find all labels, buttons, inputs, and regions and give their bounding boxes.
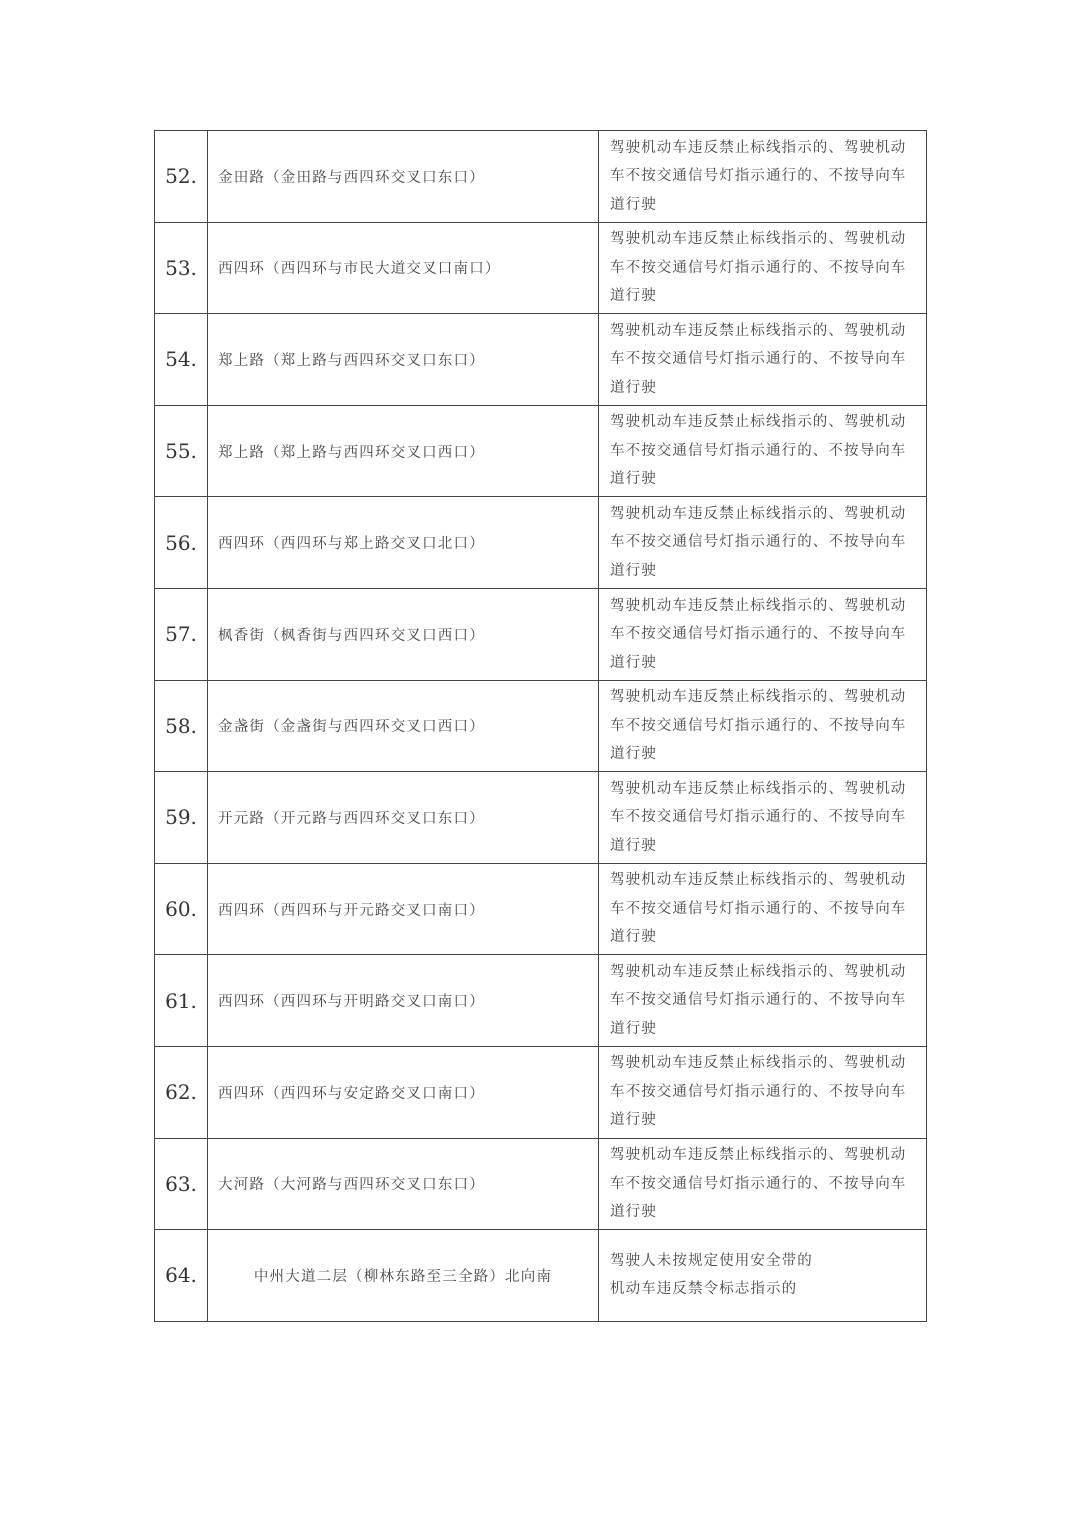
row-violation: 驾驶机动车违反禁止标线指示的、驾驶机动车不按交通信号灯指示通行的、不按导向车道行驶 <box>599 314 927 406</box>
row-number: 60. <box>155 863 208 955</box>
row-violation: 驾驶机动车违反禁止标线指示的、驾驶机动车不按交通信号灯指示通行的、不按导向车道行驶 <box>599 588 927 680</box>
table-row <box>155 497 927 589</box>
table-row <box>155 1046 927 1138</box>
row-violation: 驾驶机动车违反禁止标线指示的、驾驶机动车不按交通信号灯指示通行的、不按导向车道行驶 <box>599 131 927 223</box>
row-number: 52. <box>155 131 208 223</box>
row-location: 开元路（开元路与西四环交叉口东口） <box>208 772 599 864</box>
row-number: 56. <box>155 497 208 589</box>
table-body <box>155 131 927 1322</box>
table-row <box>155 1138 927 1230</box>
row-number: 55. <box>155 405 208 497</box>
row-violation: 驾驶机动车违反禁止标线指示的、驾驶机动车不按交通信号灯指示通行的、不按导向车道行驶 <box>599 955 927 1047</box>
row-number: 54. <box>155 314 208 406</box>
table-row <box>155 1230 927 1322</box>
row-location: 大河路（大河路与西四环交叉口东口） <box>208 1138 599 1230</box>
row-violation: 驾驶机动车违反禁止标线指示的、驾驶机动车不按交通信号灯指示通行的、不按导向车道行驶 <box>599 1046 927 1138</box>
row-violation: 驾驶机动车违反禁止标线指示的、驾驶机动车不按交通信号灯指示通行的、不按导向车道行驶 <box>599 497 927 589</box>
row-location: 郑上路（郑上路与西四环交叉口西口） <box>208 405 599 497</box>
violation-line: 机动车违反禁令标志指示的 <box>610 1281 798 1298</box>
table-row <box>155 222 927 314</box>
row-location: 郑上路（郑上路与西四环交叉口东口） <box>208 314 599 406</box>
row-number: 62. <box>155 1046 208 1138</box>
row-number: 64. <box>155 1230 208 1322</box>
table-row <box>155 314 927 406</box>
row-location: 西四环（西四环与市民大道交叉口南口） <box>208 222 599 314</box>
row-violation: 驾驶机动车违反禁止标线指示的、驾驶机动车不按交通信号灯指示通行的、不按导向车道行驶 <box>599 772 927 864</box>
row-location: 西四环（西四环与开明路交叉口南口） <box>208 955 599 1047</box>
row-location: 金盏街（金盏街与西四环交叉口西口） <box>208 680 599 772</box>
row-number: 57. <box>155 588 208 680</box>
table-row <box>155 405 927 497</box>
row-location: 枫香街（枫香街与西四环交叉口西口） <box>208 588 599 680</box>
table-row <box>155 131 927 223</box>
row-violation: 驾驶机动车违反禁止标线指示的、驾驶机动车不按交通信号灯指示通行的、不按导向车道行驶 <box>599 1138 927 1230</box>
table-row <box>155 680 927 772</box>
row-violation: 驾驶机动车违反禁止标线指示的、驾驶机动车不按交通信号灯指示通行的、不按导向车道行驶 <box>599 405 927 497</box>
violation-location-table <box>154 130 927 1322</box>
row-number: 61. <box>155 955 208 1047</box>
table-row <box>155 955 927 1047</box>
row-violation: 驾驶机动车违反禁止标线指示的、驾驶机动车不按交通信号灯指示通行的、不按导向车道行驶 <box>599 680 927 772</box>
table-row <box>155 772 927 864</box>
row-number: 53. <box>155 222 208 314</box>
table-row <box>155 863 927 955</box>
row-location: 中州大道二层（柳林东路至三全路）北向南 <box>208 1230 599 1322</box>
row-number: 59. <box>155 772 208 864</box>
row-violation <box>599 1230 927 1322</box>
row-violation: 驾驶机动车违反禁止标线指示的、驾驶机动车不按交通信号灯指示通行的、不按导向车道行驶 <box>599 863 927 955</box>
row-number: 58. <box>155 680 208 772</box>
row-number: 63. <box>155 1138 208 1230</box>
row-violation: 驾驶机动车违反禁止标线指示的、驾驶机动车不按交通信号灯指示通行的、不按导向车道行驶 <box>599 222 927 314</box>
table-row <box>155 588 927 680</box>
row-location: 西四环（西四环与郑上路交叉口北口） <box>208 497 599 589</box>
violation-line: 驾驶人未按规定使用安全带的 <box>610 1252 813 1269</box>
row-location: 西四环（西四环与安定路交叉口南口） <box>208 1046 599 1138</box>
row-location: 西四环（西四环与开元路交叉口南口） <box>208 863 599 955</box>
row-location: 金田路（金田路与西四环交叉口东口） <box>208 131 599 223</box>
